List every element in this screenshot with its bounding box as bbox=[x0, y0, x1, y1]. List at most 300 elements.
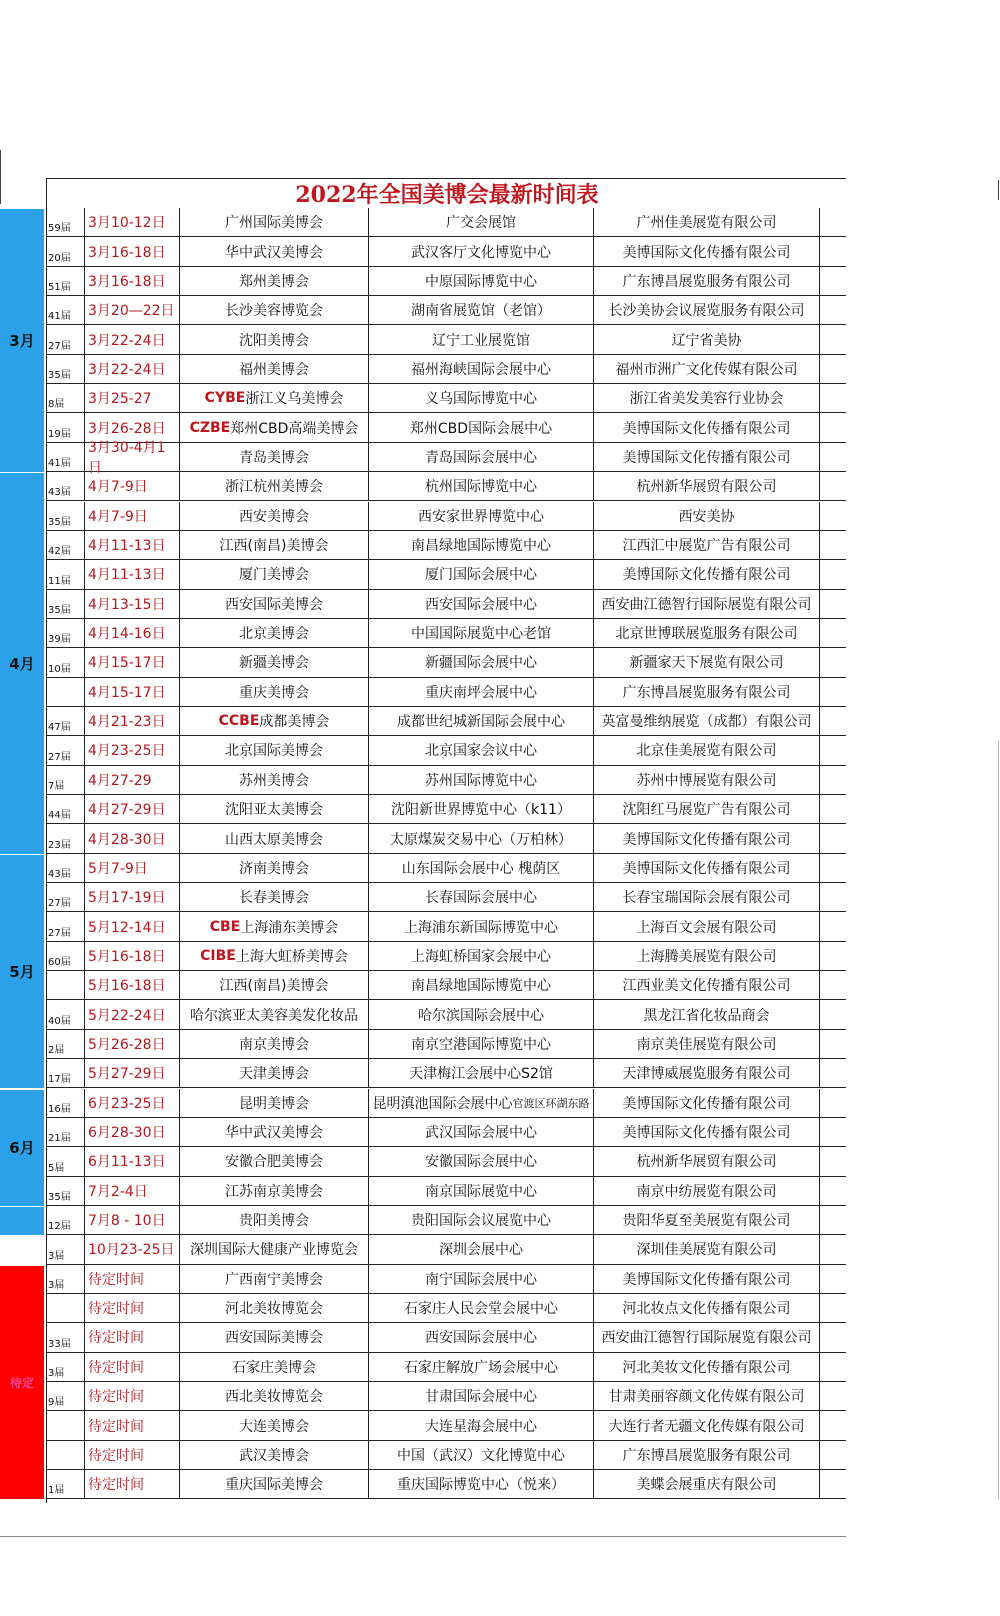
table-row bbox=[46, 1353, 846, 1382]
expo-name-cell bbox=[179, 707, 368, 735]
venue-name: 哈尔滨国际会展中心 bbox=[418, 1007, 544, 1024]
venue-cell bbox=[368, 1411, 593, 1439]
venue-name: 重庆南坪会展中心 bbox=[425, 684, 537, 701]
venue-cell bbox=[368, 1382, 593, 1410]
expo-name-cell bbox=[179, 971, 368, 999]
edition-cell: 3届 bbox=[48, 1367, 65, 1379]
edition-cell: 59届 bbox=[48, 223, 71, 235]
edition-cell: 42届 bbox=[48, 546, 71, 558]
organizer-cell: 甘肃美丽容颜文化传媒有限公司 bbox=[593, 1382, 820, 1410]
expo-name: 济南美博会 bbox=[239, 860, 309, 877]
venue-cell bbox=[368, 1059, 593, 1087]
expo-name-cell bbox=[179, 1089, 368, 1117]
organizer-cell: 浙江省美发美容行业协会 bbox=[593, 384, 820, 412]
expo-name: 华中武汉美博会 bbox=[225, 1125, 323, 1142]
venue-name: 湖南省展览馆（老馆） bbox=[411, 303, 551, 320]
expo-name: 石家庄美博会 bbox=[232, 1359, 316, 1376]
expo-name: 新疆美博会 bbox=[239, 655, 309, 672]
expo-name: 江西(南昌)美博会 bbox=[219, 538, 329, 555]
date-cell: 3月30-4月1日 bbox=[84, 443, 179, 471]
venue-name: 杭州国际博览中心 bbox=[425, 479, 537, 496]
edition-cell bbox=[46, 1411, 84, 1439]
venue-name: 成都世纪城新国际会展中心 bbox=[397, 714, 565, 731]
expo-name-cell bbox=[179, 472, 368, 500]
venue-name: 西安国际会展中心 bbox=[425, 596, 537, 613]
bottom-divider bbox=[0, 1536, 846, 1537]
venue-cell bbox=[368, 355, 593, 383]
venue-name: 昆明滇池国际会展中心 bbox=[372, 1095, 513, 1112]
organizer-cell: 大连行者无疆文化传媒有限公司 bbox=[593, 1411, 820, 1439]
venue-cell bbox=[368, 883, 593, 911]
venue-cell bbox=[368, 1235, 593, 1263]
organizer-cell: 南京中纺展览有限公司 bbox=[593, 1177, 820, 1205]
expo-name-cell bbox=[179, 619, 368, 647]
venue-cell bbox=[368, 1177, 593, 1205]
date-cell: 3月22-24日 bbox=[84, 325, 179, 353]
date-cell: 5月17-19日 bbox=[84, 883, 179, 911]
expo-brand: CYBE bbox=[204, 390, 246, 407]
edition-cell: 35届 bbox=[48, 516, 71, 528]
date-cell: 4月27-29 bbox=[84, 766, 179, 794]
expo-name: 长春美博会 bbox=[239, 890, 309, 907]
edition-cell: 10届 bbox=[48, 663, 71, 675]
venue-cell bbox=[368, 736, 593, 764]
venue-cell bbox=[368, 1206, 593, 1234]
month-label bbox=[0, 1235, 44, 1264]
edition-cell: 60届 bbox=[48, 957, 71, 969]
organizer-cell: 广东博昌展览服务有限公司 bbox=[593, 678, 820, 706]
venue-cell bbox=[368, 1323, 593, 1351]
edition-cell: 35届 bbox=[48, 370, 71, 382]
venue-name: 南京国际展览中心 bbox=[425, 1183, 537, 1200]
table-row bbox=[46, 1470, 846, 1499]
venue-cell bbox=[368, 443, 593, 471]
venue-cell bbox=[368, 1294, 593, 1322]
expo-name-cell bbox=[179, 1030, 368, 1058]
venue-name: 石家庄人民会堂会展中心 bbox=[404, 1301, 558, 1318]
venue-name: 南宁国际会展中心 bbox=[425, 1271, 537, 1288]
organizer-cell: 美博国际文化传播有限公司 bbox=[593, 413, 820, 441]
date-cell: 3月16-18日 bbox=[84, 267, 179, 295]
organizer-cell: 西安曲江德智行国际展览有限公司 bbox=[593, 1323, 820, 1351]
venue-name: 辽宁工业展览馆 bbox=[432, 332, 530, 349]
table-row bbox=[46, 766, 846, 795]
venue-cell bbox=[368, 1470, 593, 1498]
venue-name: 贵阳国际会议展览中心 bbox=[411, 1213, 551, 1230]
expo-name-cell bbox=[179, 1470, 368, 1498]
venue-name: 义乌国际博览中心 bbox=[425, 391, 537, 408]
venue-name: 南京空港国际博览中心 bbox=[411, 1036, 551, 1053]
venue-note: 官渡区环湖东路 bbox=[512, 1096, 590, 1110]
date-cell: 待定时间 bbox=[84, 1382, 179, 1410]
venue-cell bbox=[368, 208, 593, 236]
venue-cell bbox=[368, 707, 593, 735]
expo-name-cell bbox=[179, 1441, 368, 1469]
organizer-cell: 沈阳红马展览广告有限公司 bbox=[593, 795, 820, 823]
expo-name-cell bbox=[179, 883, 368, 911]
expo-name: 苏州美博会 bbox=[239, 772, 309, 789]
date-cell: 3月16-18日 bbox=[84, 237, 179, 265]
edition-cell: 41届 bbox=[48, 458, 71, 470]
organizer-cell: 杭州新华展贸有限公司 bbox=[593, 472, 820, 500]
venue-name: 郑州CBD国际会展中心 bbox=[409, 420, 553, 437]
edition-cell: 2届 bbox=[48, 1045, 65, 1057]
edition-cell: 23届 bbox=[48, 839, 71, 851]
organizer-cell: 长春宝瑞国际会展有限公司 bbox=[593, 883, 820, 911]
venue-cell bbox=[368, 648, 593, 676]
venue-cell bbox=[368, 1089, 593, 1117]
edition-cell: 27届 bbox=[48, 751, 71, 763]
organizer-cell: 杭州新华展贸有限公司 bbox=[593, 1147, 820, 1175]
venue-name: 福州海峡国际会展中心 bbox=[411, 361, 551, 378]
date-cell: 4月14-16日 bbox=[84, 619, 179, 647]
expo-name: 厦门美博会 bbox=[239, 567, 309, 584]
edition-cell: 35届 bbox=[48, 604, 71, 616]
venue-cell bbox=[368, 1118, 593, 1146]
venue-name: 沈阳新世界博览中心（k11） bbox=[391, 802, 571, 819]
expo-name: 西安国际美博会 bbox=[225, 596, 323, 613]
expo-name-cell bbox=[179, 267, 368, 295]
expo-name: 广州国际美博会 bbox=[225, 215, 323, 232]
date-cell: 4月15-17日 bbox=[84, 648, 179, 676]
expo-name-cell bbox=[179, 795, 368, 823]
edition-cell: 27届 bbox=[48, 340, 71, 352]
date-cell: 7月2-4日 bbox=[84, 1177, 179, 1205]
expo-name-cell bbox=[179, 384, 368, 412]
organizer-cell: 美博国际文化传播有限公司 bbox=[593, 560, 820, 588]
date-cell: 3月10-12日 bbox=[84, 208, 179, 236]
table-row bbox=[46, 296, 846, 325]
venue-name: 广交会展馆 bbox=[446, 215, 516, 232]
expo-name: 西北美妆博览会 bbox=[225, 1389, 323, 1406]
edition-cell: 9届 bbox=[48, 1397, 65, 1409]
date-cell: 待定时间 bbox=[84, 1265, 179, 1293]
organizer-cell: 上海腾美展览有限公司 bbox=[593, 942, 820, 970]
expo-name-cell bbox=[179, 678, 368, 706]
expo-name: 沈阳亚太美博会 bbox=[225, 802, 323, 819]
expo-name-cell bbox=[179, 355, 368, 383]
organizer-cell: 黑龙江省化妆品商会 bbox=[593, 1000, 820, 1028]
organizer-cell: 英富曼维纳展览（成都）有限公司 bbox=[593, 707, 820, 735]
venue-cell bbox=[368, 912, 593, 940]
table-row bbox=[46, 531, 846, 560]
venue-name: 青岛国际会展中心 bbox=[425, 449, 537, 466]
organizer-cell: 美蝶会展重庆有限公司 bbox=[593, 1470, 820, 1498]
expo-name: 长沙美容博览会 bbox=[225, 303, 323, 320]
organizer-cell: 辽宁省美协 bbox=[593, 325, 820, 353]
venue-cell bbox=[368, 795, 593, 823]
organizer-cell: 美博国际文化传播有限公司 bbox=[593, 1265, 820, 1293]
venue-name: 南昌绿地国际博览中心 bbox=[411, 978, 551, 995]
table-row bbox=[46, 648, 846, 677]
edition-cell: 17届 bbox=[48, 1074, 71, 1086]
expo-name: 青岛美博会 bbox=[239, 449, 309, 466]
organizer-cell: 南京美佳展览有限公司 bbox=[593, 1030, 820, 1058]
date-cell: 5月22-24日 bbox=[84, 1000, 179, 1028]
date-cell: 待定时间 bbox=[84, 1294, 179, 1322]
expo-name: 安徽合肥美博会 bbox=[225, 1154, 323, 1171]
venue-cell bbox=[368, 854, 593, 882]
organizer-cell: 河北美妆文化传播有限公司 bbox=[593, 1353, 820, 1381]
table-row bbox=[46, 1000, 846, 1029]
expo-name: 福州美博会 bbox=[239, 361, 309, 378]
expo-name-cell bbox=[179, 942, 368, 970]
table-row bbox=[46, 267, 846, 296]
table-row bbox=[46, 439, 846, 476]
organizer-cell: 新疆家天下展览有限公司 bbox=[593, 648, 820, 676]
venue-cell bbox=[368, 678, 593, 706]
edition-cell: 43届 bbox=[48, 869, 71, 881]
table-row bbox=[46, 1323, 846, 1352]
table-row bbox=[46, 355, 846, 384]
date-cell: 待定时间 bbox=[84, 1470, 179, 1498]
venue-name: 甘肃国际会展中心 bbox=[425, 1389, 537, 1406]
venue-name: 上海浦东新国际博览中心 bbox=[404, 919, 558, 936]
expo-name: 北京国际美博会 bbox=[225, 743, 323, 760]
venue-cell bbox=[368, 1030, 593, 1058]
date-cell: 4月7-9日 bbox=[84, 472, 179, 500]
venue-name: 新疆国际会展中心 bbox=[425, 655, 537, 672]
venue-name: 上海虹桥国家会展中心 bbox=[411, 948, 551, 965]
table-row bbox=[46, 1177, 846, 1206]
edge-line-right-lower bbox=[998, 740, 999, 1500]
expo-name: 大连美博会 bbox=[239, 1418, 309, 1435]
date-cell: 4月15-17日 bbox=[84, 678, 179, 706]
venue-cell bbox=[368, 1000, 593, 1028]
expo-brand: CZBE bbox=[189, 419, 231, 436]
expo-name-cell bbox=[179, 413, 368, 441]
expo-name: 武汉美博会 bbox=[239, 1447, 309, 1464]
edition-cell: 5届 bbox=[48, 1162, 65, 1174]
expo-name: 昆明美博会 bbox=[239, 1095, 309, 1112]
table-row bbox=[46, 707, 846, 736]
table-row bbox=[46, 1206, 846, 1235]
table-row bbox=[46, 1411, 846, 1440]
table-row bbox=[46, 1265, 846, 1294]
organizer-cell: 上海百文会展有限公司 bbox=[593, 912, 820, 940]
expo-name-cell bbox=[179, 766, 368, 794]
venue-name: 石家庄解放广场会展中心 bbox=[404, 1359, 558, 1376]
date-cell: 4月13-15日 bbox=[84, 590, 179, 618]
venue-name: 中国国际展览中心老馆 bbox=[411, 626, 551, 643]
edition-cell: 7届 bbox=[48, 780, 65, 792]
expo-name-cell bbox=[179, 590, 368, 618]
organizer-cell: 西安曲江德智行国际展览有限公司 bbox=[593, 590, 820, 618]
expo-name: 天津美博会 bbox=[239, 1066, 309, 1083]
table-row bbox=[46, 1059, 846, 1088]
expo-name-cell bbox=[179, 912, 368, 940]
expo-name: 上海浦东美博会 bbox=[240, 919, 339, 936]
organizer-cell: 美博国际文化传播有限公司 bbox=[593, 237, 820, 265]
table-row bbox=[46, 502, 846, 531]
venue-name: 天津梅江会展中心S2馆 bbox=[409, 1066, 553, 1083]
table-row bbox=[46, 590, 846, 619]
organizer-cell: 贵阳华夏至美展览有限公司 bbox=[593, 1206, 820, 1234]
table-row bbox=[46, 472, 846, 501]
table-row bbox=[46, 1147, 846, 1176]
venue-name: 南昌绿地国际博览中心 bbox=[411, 538, 551, 555]
edition-cell: 16届 bbox=[48, 1103, 71, 1115]
expo-name: 郑州CBD高端美博会 bbox=[230, 420, 359, 437]
expo-name-cell bbox=[179, 1323, 368, 1351]
venue-name: 太原煤炭交易中心（万柏林） bbox=[390, 831, 572, 848]
date-cell: 3月20—22日 bbox=[84, 296, 179, 324]
organizer-cell: 江西汇中展览广告有限公司 bbox=[593, 531, 820, 559]
expo-name-cell bbox=[179, 1118, 368, 1146]
edition-cell: 12届 bbox=[48, 1221, 71, 1233]
table-row bbox=[46, 208, 846, 237]
organizer-cell: 美博国际文化传播有限公司 bbox=[593, 1089, 820, 1117]
date-cell: 3月22-24日 bbox=[84, 355, 179, 383]
table-row bbox=[46, 384, 846, 413]
edition-cell: 20届 bbox=[48, 252, 71, 264]
venue-cell bbox=[368, 766, 593, 794]
date-cell: 4月28-30日 bbox=[84, 824, 179, 852]
page-title: 2022年全国美博会最新时间表 bbox=[295, 182, 599, 208]
date-cell: 待定时间 bbox=[84, 1411, 179, 1439]
table-row bbox=[46, 1030, 846, 1059]
expo-name: 浙江杭州美博会 bbox=[225, 479, 323, 496]
organizer-cell: 广州佳美展览有限公司 bbox=[593, 208, 820, 236]
edition-cell: 21届 bbox=[48, 1133, 71, 1145]
table-row bbox=[46, 854, 846, 883]
edition-cell: 27届 bbox=[48, 927, 71, 939]
date-cell: 4月7-9日 bbox=[84, 502, 179, 530]
table-row bbox=[46, 912, 846, 941]
date-cell: 5月7-9日 bbox=[84, 854, 179, 882]
date-cell: 5月26-28日 bbox=[84, 1030, 179, 1058]
organizer-cell: 苏州中博展览有限公司 bbox=[593, 766, 820, 794]
date-cell: 3月25-27 bbox=[84, 384, 179, 412]
organizer-cell: 北京佳美展览有限公司 bbox=[593, 736, 820, 764]
expo-name: 山西太原美博会 bbox=[225, 831, 323, 848]
organizer-cell: 长沙美协会议展览服务有限公司 bbox=[593, 296, 820, 324]
date-cell: 5月16-18日 bbox=[84, 971, 179, 999]
expo-name-cell bbox=[179, 443, 368, 471]
date-cell: 6月28-30日 bbox=[84, 1118, 179, 1146]
organizer-cell: 美博国际文化传播有限公司 bbox=[593, 443, 820, 471]
table-row bbox=[46, 678, 846, 707]
edition-cell: 40届 bbox=[48, 1015, 71, 1027]
table-row bbox=[46, 795, 846, 824]
expo-name: 郑州美博会 bbox=[239, 273, 309, 290]
expo-name: 深圳国际大健康产业博览会 bbox=[190, 1242, 358, 1259]
table-row bbox=[46, 1441, 846, 1470]
table-row bbox=[46, 971, 846, 1000]
expo-brand: CCBE bbox=[218, 713, 260, 730]
venue-cell bbox=[368, 296, 593, 324]
venue-cell bbox=[368, 1353, 593, 1381]
organizer-cell: 河北妆点文化传播有限公司 bbox=[593, 1294, 820, 1322]
organizer-cell: 广东博昌展览服务有限公司 bbox=[593, 267, 820, 295]
venue-name: 深圳会展中心 bbox=[439, 1242, 523, 1259]
date-cell: 待定时间 bbox=[84, 1323, 179, 1351]
date-cell: 5月12-14日 bbox=[84, 912, 179, 940]
venue-cell bbox=[368, 1441, 593, 1469]
expo-name: 沈阳美博会 bbox=[239, 332, 309, 349]
venue-name: 厦门国际会展中心 bbox=[425, 567, 537, 584]
expo-name-cell bbox=[179, 531, 368, 559]
expo-name-cell bbox=[179, 1000, 368, 1028]
venue-name: 长春国际会展中心 bbox=[425, 890, 537, 907]
edition-cell: 44届 bbox=[48, 810, 71, 822]
table-row bbox=[46, 736, 846, 765]
organizer-cell: 江西业美文化传播有限公司 bbox=[593, 971, 820, 999]
table-row bbox=[46, 1089, 846, 1118]
edition-cell: 19届 bbox=[48, 428, 71, 440]
venue-cell bbox=[368, 590, 593, 618]
table-row bbox=[46, 1235, 846, 1264]
expo-name-cell bbox=[179, 1235, 368, 1263]
expo-name-cell bbox=[179, 1265, 368, 1293]
expo-name-cell bbox=[179, 824, 368, 852]
venue-cell bbox=[368, 502, 593, 530]
venue-name: 重庆国际博览中心（悦来） bbox=[397, 1477, 565, 1494]
venue-name: 中原国际博览中心 bbox=[425, 273, 537, 290]
edition-cell: 33届 bbox=[48, 1338, 71, 1350]
edge-line-right bbox=[998, 180, 999, 200]
expo-name: 上海大虹桥美博会 bbox=[235, 948, 348, 965]
expo-name: 广西南宁美博会 bbox=[225, 1271, 323, 1288]
expo-name: 成都美博会 bbox=[259, 714, 330, 731]
expo-name-cell bbox=[179, 1206, 368, 1234]
expo-name-cell bbox=[179, 1294, 368, 1322]
expo-name: 贵阳美博会 bbox=[239, 1213, 309, 1230]
edition-cell bbox=[46, 1441, 84, 1469]
expo-brand: CBE bbox=[209, 918, 241, 935]
edition-cell: 51届 bbox=[48, 282, 71, 294]
expo-name: 哈尔滨亚太美容美发化妆品 bbox=[190, 1007, 358, 1024]
edition-cell: 1届 bbox=[48, 1485, 65, 1497]
expo-name-cell bbox=[179, 1382, 368, 1410]
date-cell: 4月11-13日 bbox=[84, 560, 179, 588]
venue-name: 苏州国际博览中心 bbox=[425, 772, 537, 789]
table-row bbox=[46, 1382, 846, 1411]
organizer-cell: 深圳佳美展览有限公司 bbox=[593, 1235, 820, 1263]
edition-cell: 27届 bbox=[48, 898, 71, 910]
edition-cell bbox=[46, 678, 84, 706]
venue-name: 武汉客厅文化博览中心 bbox=[411, 244, 551, 261]
expo-name: 西安美博会 bbox=[239, 508, 309, 525]
month-label: 6月 bbox=[0, 1089, 44, 1206]
table-row bbox=[46, 560, 846, 589]
expo-name: 江西(南昌)美博会 bbox=[219, 978, 329, 995]
venue-cell bbox=[368, 325, 593, 353]
venue-cell bbox=[368, 1147, 593, 1175]
organizer-cell: 福州市洲广文化传媒有限公司 bbox=[593, 355, 820, 383]
expo-name: 江苏南京美博会 bbox=[225, 1183, 323, 1200]
expo-name-cell bbox=[179, 208, 368, 236]
venue-name: 西安国际会展中心 bbox=[425, 1330, 537, 1347]
expo-name-cell bbox=[179, 736, 368, 764]
expo-name: 北京美博会 bbox=[239, 626, 309, 643]
organizer-cell: 美博国际文化传播有限公司 bbox=[593, 854, 820, 882]
venue-name: 大连星海会展中心 bbox=[425, 1418, 537, 1435]
table-row bbox=[46, 1294, 846, 1323]
edition-cell: 3届 bbox=[48, 1250, 65, 1262]
expo-name-cell bbox=[179, 560, 368, 588]
edition-cell bbox=[46, 1294, 84, 1322]
date-cell: 4月11-13日 bbox=[84, 531, 179, 559]
expo-name: 河北美妆博览会 bbox=[225, 1301, 323, 1318]
expo-name-cell bbox=[179, 1411, 368, 1439]
table-row bbox=[46, 237, 846, 266]
venue-cell bbox=[368, 942, 593, 970]
venue-name: 北京国家会议中心 bbox=[425, 743, 537, 760]
venue-name: 安徽国际会展中心 bbox=[425, 1154, 537, 1171]
organizer-cell: 天津博威展览服务有限公司 bbox=[593, 1059, 820, 1087]
date-cell: 4月27-29日 bbox=[84, 795, 179, 823]
